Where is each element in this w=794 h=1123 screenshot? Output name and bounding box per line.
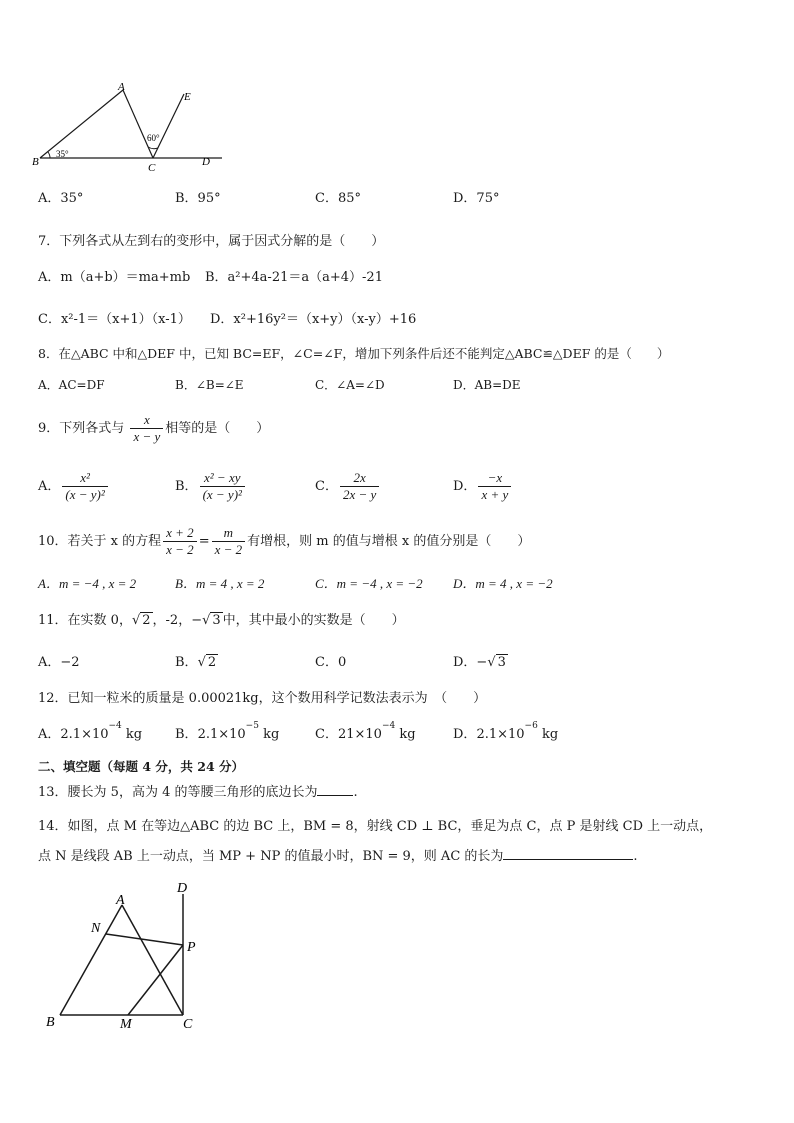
fig1-angle-c: 60° — [147, 133, 160, 143]
q6-option-a: A．35° — [38, 191, 84, 206]
q12-option-b: B．$2.1\times 10^{-5}$ kg — [175, 721, 280, 742]
q7-option-c: C．x²-1＝（x+1）（x-1） — [38, 312, 191, 327]
q11-option-c: C．0 — [315, 655, 347, 670]
fig2-label-m: M — [120, 1017, 132, 1032]
q9-stem — [38, 412, 269, 445]
section-heading: 二、填空题（每题 4 分，共 24 分） — [38, 759, 245, 774]
q6-option-d: D．75° — [453, 191, 500, 206]
q14-answer-blank[interactable] — [503, 847, 633, 860]
fig2-label-n: N — [91, 921, 101, 936]
fig1-label-a: A — [118, 82, 125, 93]
fig1-label-c: C — [148, 162, 156, 174]
q9-stem-post: 相等的是（ ） — [165, 421, 270, 436]
fig1-label-e: E — [184, 91, 191, 103]
fig1-label-b: B — [32, 156, 39, 168]
q9-option-d: D． $\frac{-x}{x + y}$ — [453, 470, 513, 503]
fig2-label-b: B — [46, 1015, 55, 1030]
q8-option-a: A．AC=DF — [38, 378, 105, 392]
q10-option-a: A．m = −4 , x = 2 — [38, 576, 137, 591]
q10-option-c: C．m = −4 , x = −2 — [315, 576, 423, 591]
q7-option-a: A．m（a+b）＝ma+mb — [38, 270, 191, 285]
q6-option-c: C．85° — [315, 191, 361, 206]
q9-option-c: C． $\frac{2x}{2x - y}$ — [315, 470, 381, 503]
q10-stem: 10．若关于 x 的方程 $\frac{x + 2}{x - 2}$ = $\frac{m}{x - 2}$ 有增根，则 m 的值与增根 x 的值分别是（ ） — [38, 525, 531, 557]
q8-option-c: C．∠A=∠D — [315, 378, 385, 392]
q9-number: 9． — [38, 421, 60, 436]
q6-option-b: B．95° — [175, 191, 221, 206]
figure-triangle-abc — [40, 878, 210, 1038]
q11-stem: 11．在实数 0，√ 2 ，-2，−√ 3 中，其中最小的实数是（ ） — [38, 613, 405, 628]
q8-option-b: B．∠B=∠E — [175, 378, 244, 392]
q14-line2: 点 N 是线段 AB 上一动点，当 MP + NP 的值最小时，BN = 9，则 AC 的长为 . — [38, 849, 638, 864]
q7-option-b: B．a²+4a-21＝a（a+4）-21 — [205, 270, 383, 285]
q12-option-c: C．$21\times 10^{-4}$ kg — [315, 721, 416, 742]
q9-stem-pre: 下列各式与 — [59, 421, 125, 436]
q13-answer-blank[interactable] — [317, 783, 353, 796]
q11-option-a: A．−2 — [38, 655, 80, 670]
q7-option-d: D．x²+16y²＝（x+y）（x-y）+16 — [210, 312, 417, 327]
q11-option-b: B．√ 2 — [175, 655, 217, 670]
q12-option-a: A．$2.1\times 10^{-4}$ kg — [38, 721, 143, 742]
q10-option-d: D．m = 4 , x = −2 — [453, 576, 553, 591]
figure-angle-abc — [30, 82, 230, 174]
fig1-angle-b: 35° — [56, 149, 69, 159]
q10-option-b: B．m = 4 , x = 2 — [175, 576, 265, 591]
q9-stem-fraction: $\frac{x}{x - y}$ — [130, 412, 163, 445]
q14-line1: 14．如图，点 M 在等边△ABC 的边 BC 上，BM = 8，射线 CD ⊥ BC，垂足为点 C，点 P 是射线 CD 上一动点， — [38, 819, 713, 834]
q12-option-d: D．$2.1\times 10^{-6}$ kg — [453, 721, 559, 742]
q9-option-b: B． $\frac{\text{x² − xy}}{\text{(x − y)²}}$ — [175, 470, 247, 503]
fig1-label-d: D — [202, 156, 210, 168]
q8-option-d: D．AB=DE — [453, 378, 521, 392]
fig2-label-a: A — [116, 893, 125, 908]
q13-stem: 13．腰长为 5，高为 4 的等腰三角形的底边长为 . — [38, 785, 358, 800]
q9-option-a: A． $\frac{\text{x²}}{\text{(x − y)²}}$ — [38, 470, 110, 503]
q12-stem: 12．已知一粒米的质量是 0.00021kg，这个数用科学记数法表示为 （ ） — [38, 691, 487, 706]
q7-stem: 7．下列各式从左到右的变形中，属于因式分解的是（ ） — [38, 234, 385, 249]
q11-option-d: D．−√ 3 — [453, 655, 506, 670]
fig2-label-d: D — [177, 881, 188, 896]
fig2-label-c: C — [183, 1017, 193, 1032]
q8-stem: 8．在△ABC 中和△DEF 中，已知 BC=EF，∠C=∠F，增加下列条件后还不能判定△ABC≌△DEF 的是（ ） — [38, 346, 670, 361]
fig2-label-p: P — [187, 940, 196, 955]
